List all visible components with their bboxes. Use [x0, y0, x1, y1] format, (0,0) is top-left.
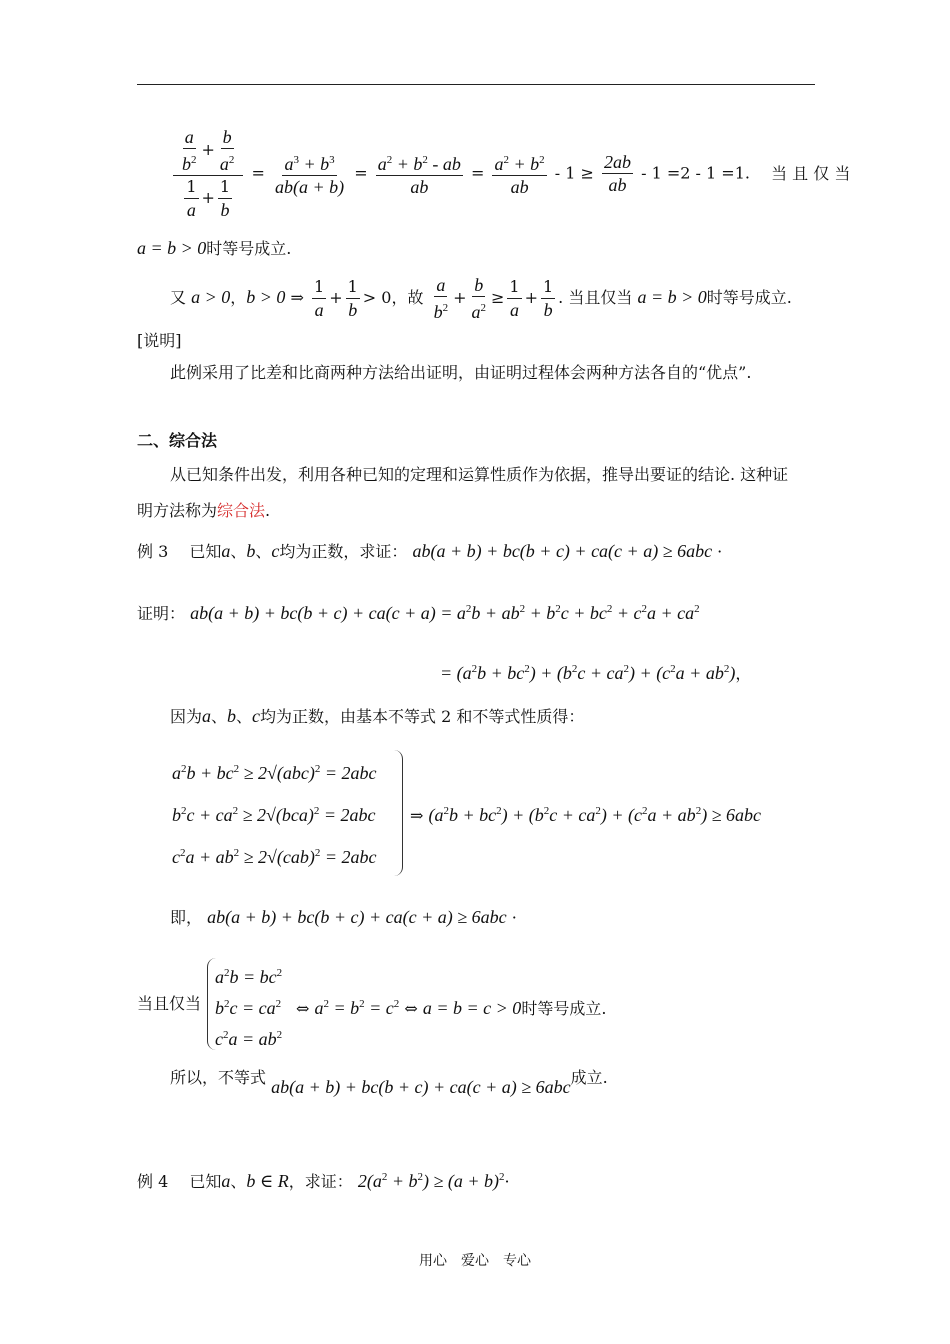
- ineq-2: $b^2c + ca^2 \ge 2√(bca)^2 = 2abc$: [172, 805, 376, 825]
- because-text: 因为: [170, 707, 203, 726]
- sep: 、: [211, 707, 228, 726]
- note-heading: [说明]: [137, 331, 182, 350]
- dangqie-tail: 时等号成立.: [521, 999, 607, 1018]
- example3: 例 3 已知a、b、c均为正数，求证： ab(a + b) + bc(b + c) + ca(c + a) ≥ 6abc ·: [137, 541, 723, 561]
- ex4-text: ，求证：: [288, 1172, 353, 1191]
- highlight-synthesis: 综合法: [217, 501, 266, 520]
- eq1-condition: 当 且 仅 当: [771, 163, 851, 183]
- ineq-1: $a^2b + bc^2 \ge 2√(abc)^2 = 2abc$: [172, 763, 377, 783]
- dangqie-condition: ⇔ $a^2 = b^2 = c^2$ ⇔ a = b = c > 0时等号成立.: [296, 998, 607, 1018]
- para2-end: .: [265, 501, 271, 520]
- eq1-tail: =2 - 1 =1.: [666, 163, 750, 183]
- suoyi-text: 所以，不等式: [170, 1068, 267, 1087]
- section-paragraph-line2: [137, 500, 270, 522]
- ex3-known: 已知: [189, 542, 222, 561]
- ex3-text: 均为正数，求证：: [279, 542, 408, 561]
- compound-fraction: $\frac{a}{b^2}$ + $\frac{b}{a^2}$ $\frac{1}{a}$ + $\frac{1}{b}$: [173, 126, 243, 221]
- sep: 、: [230, 1172, 247, 1191]
- case-1: $a^2b = bc^2$: [215, 967, 283, 987]
- section-heading: 二、综合法: [137, 431, 218, 450]
- para2-text: 明方法称为: [137, 501, 218, 520]
- header-rule: [137, 84, 815, 85]
- again-paragraph: 又 a > 0，b > 0 ⇒ $\frac{1}{a}$ + $\frac{1}{b}$ > 0，故 $\frac{a}{b^2}$ + $\frac{b}{a^2}$ ≥ $\frac{1}{a}$ + $\frac{1}{b}$ . 当且仅当 a = b > 0时等号成立.: [170, 275, 792, 322]
- example4: 例 4 已知a、b ∈ R，求证： $2(a^2 + b^2) \ge (a + b)^2\cdot$: [137, 1171, 510, 1191]
- dangqie-label: 当且仅当: [137, 994, 202, 1013]
- ex4-label: 例 4: [137, 1172, 169, 1191]
- because-text2: 均为正数，由基本不等式 2 和不等式性质得：: [260, 707, 585, 726]
- equation-chain: $\frac{a}{b^2}$ + $\frac{b}{a^2}$ $\frac{1}{a}$ + $\frac{1}{b}$ = $\frac{a^3 + b^3}{ab(a + b)}$ = $\frac{a^2 + b^2 - ab}{ab}$ = $\frac{a^2 + b^2}{ab}$ - 1 ≥ $\frac{2ab}{ab}$ - 1 =2 - 1 =1. 当 且 仅 当: [170, 126, 850, 221]
- because-line: 因为a、b、c均为正数，由基本不等式 2 和不等式性质得：: [170, 706, 585, 726]
- page-footer: 用心 爱心 专心: [419, 1253, 531, 1269]
- right-brace: [394, 750, 403, 876]
- section-paragraph-line1: 从已知条件出发，利用各种已知的定理和运算性质作为依据，推导出要证的结论. 这种证: [170, 465, 789, 484]
- cond2-text: . 当且仅当: [558, 288, 633, 307]
- ineq-3: $c^2a + ab^2 \ge 2√(cab)^2 = 2abc$: [172, 847, 377, 867]
- ineq-sum: ⇒ $(a^2b + bc^2) + (b^2c + ca^2) + (c^2a + ab^2) \ge 6abc$: [410, 805, 762, 825]
- case-2: $b^2c = ca^2$: [215, 998, 282, 1018]
- equality-text: 时等号成立.: [206, 239, 292, 258]
- proof-label: 证明：: [137, 604, 186, 623]
- proof-line2: = $(a^2b + bc^2) + (b^2c + ca^2) + (c^2a + ab^2)$，: [440, 663, 752, 683]
- sep: 、: [230, 542, 247, 561]
- proof-line1: 证明： $ab(a + b) + bc(b + c) + ca(c + a) = a^2b + ab^2 + b^2c + bc^2 + c^2a + ca^2$: [137, 603, 700, 623]
- suoyi-line: 所以，不等式 ab(a + b) + bc(b + c) + ca(c + a) ≥ 6abc成立.: [170, 1068, 608, 1097]
- case-3: $c^2a = ab^2$: [215, 1029, 283, 1049]
- gu-text: ，故: [391, 288, 424, 307]
- line-equality-condition: a = b > 0时等号成立.: [137, 238, 292, 258]
- again-text: 又: [170, 288, 187, 307]
- ex3-label: 例 3: [137, 542, 169, 561]
- note-text: 此例采用了比差和比商两种方法给出证明，由证明过程体会两种方法各自的“优点”.: [170, 363, 752, 382]
- sep: 、: [236, 707, 253, 726]
- cond2-tail: 时等号成立.: [706, 288, 792, 307]
- chengli-text: 成立.: [570, 1068, 608, 1087]
- left-brace: [207, 958, 216, 1050]
- ji-text: 即，: [170, 908, 203, 927]
- sep: 、: [255, 542, 272, 561]
- ji-line: 即， ab(a + b) + bc(b + c) + ca(c + a) ≥ 6abc ·: [170, 907, 517, 927]
- ex4-known: 已知: [189, 1172, 222, 1191]
